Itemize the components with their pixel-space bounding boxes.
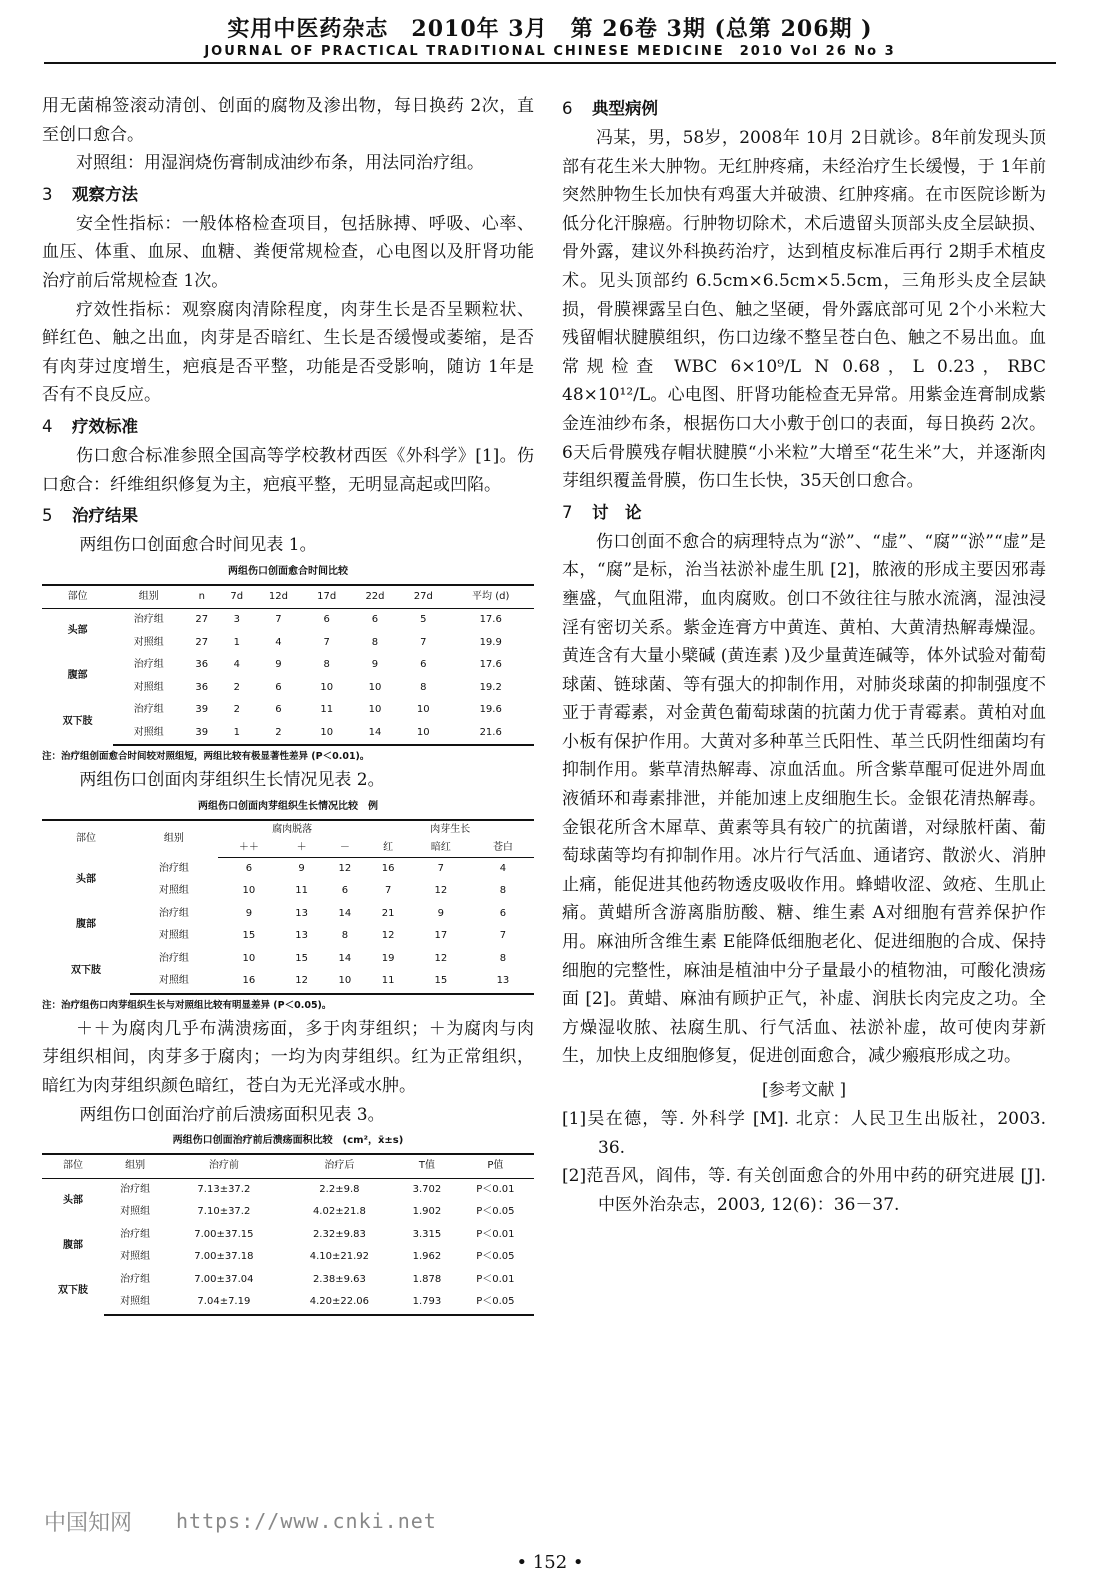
- table-cell: 7: [323, 636, 330, 648]
- table-cell: 17: [434, 930, 448, 942]
- references-title: [参考文献 ]: [761, 1080, 847, 1099]
- table-cell: 16: [218, 970, 280, 994]
- table-row: [42, 677, 534, 700]
- table-cell: 9: [275, 659, 282, 671]
- paragraph: 伤口创面不愈合的病理特点为“淤”、“虚”、“腐”“淤”“虚”是本，“腐”是标，治当祛淤补虚生肌 [2]，脓液的形成主要因邪毒壅盛，气血阻滞，血肉腐败。创口不敛往往与脓水流漓，湿浊浸淫有密切关系。紫金连膏方中黄连、黄柏、大黄清热解毒燥湿。黄连含有大量小檗碱 (黄连素 )及少量黄连碱等，体外试验对葡萄球菌、链球菌、等有强大的抑制作用，对肺炎球菌的抑制强度不亚于青霉素，对金黄色葡萄球菌的抗菌力优于青霉素。黄柏对血小板有保护作用。大黄对多种革兰氏阳性、革兰氏阴性细菌均有抑制作用。紫草清热解毒、凉血活血。所含紫草醌可促进外周血液循环和毒素排泄，并能加速上皮细胞生长。金银花清热解毒。金银花所含木犀草、黄素等具有较广的抗菌谱，对绿脓杆菌、葡萄球菌等均有抑制作用。冰片行气活血、通诸窍、散淤火、消肿止痛，能促进其他药物透皮吸收作用。蜂蜡收涩、敛疮、生肌止痛。黄蜡所含游离脂肪酸、糖、维生素 A对细胞有营养保护作用。麻油所含维生素 E能降低细胞老化、促进细胞的合成、保持细胞的完整性，麻油是植油中分子量最小的植物油，可酸化溃疡面 [2]。黄蜡、麻油有顾护正气，补虚、润肤长肉完皮之功。全方燥湿收脓、祛腐生肌、行气活血、祛淤补虚，故可使肉芽新生，加快上皮细胞修复，促进创面愈合，减少瘢痕形成之功。: [562, 531, 1046, 1067]
- table-row: [42, 857, 534, 880]
- table-row: [42, 1224, 534, 1247]
- table-cell: 9: [437, 907, 445, 919]
- table-cell: 4.10±21.92: [309, 1251, 370, 1263]
- table-header-cell: 组别: [113, 585, 184, 609]
- table-cell: 17.6: [479, 614, 502, 626]
- table-cell: 6: [420, 659, 427, 671]
- table-cell: 12: [280, 970, 323, 994]
- table-cell: 14: [338, 907, 352, 919]
- table-cell: 2.2±9.8: [319, 1183, 360, 1195]
- table-header-cell: 苍白: [472, 839, 534, 858]
- table-cell: 36: [195, 659, 209, 671]
- cnki-watermark-url: https://www.cnki.net: [176, 1509, 437, 1533]
- table-cell: 治疗组: [120, 1183, 151, 1195]
- table-cell: 4: [275, 636, 282, 648]
- table-cell: 15: [295, 952, 308, 964]
- table-cell: 10: [320, 681, 334, 693]
- table-cell: 7.00±37.18: [194, 1251, 254, 1263]
- section-heading-5: [42, 501, 534, 531]
- table-cell: 10: [368, 681, 382, 693]
- table-cell: 治疗组: [133, 614, 164, 626]
- table-cell: 3.702: [412, 1183, 442, 1195]
- section-title: 治疗结果: [72, 506, 138, 526]
- table-cell: 3: [233, 614, 240, 626]
- table-lead-2: 两组伤口创面肉芽组织生长情况见表 2。: [79, 770, 385, 791]
- section-number: 4: [42, 416, 53, 436]
- journal-header: [44, 14, 1056, 64]
- table-cell: 11: [367, 970, 410, 994]
- paragraph: 对照组：用湿润烧伤膏制成油纱布条，用法同治疗组。: [76, 153, 484, 174]
- table-cell: 39: [184, 722, 219, 746]
- table-cell: 4: [499, 862, 507, 874]
- table-cell: 1.793: [397, 1291, 457, 1315]
- table-cell: 对照组: [120, 1206, 151, 1218]
- cnki-watermark-brand: 中国知网: [44, 1511, 133, 1536]
- section-title: 疗效标准: [72, 416, 138, 436]
- table-cell: 7.00±37.15: [194, 1228, 254, 1240]
- table-cell: 治疗组: [158, 952, 189, 964]
- table-header-cell: 7d: [219, 585, 254, 609]
- section-number: 6: [562, 99, 573, 118]
- table-row: [42, 1269, 534, 1292]
- table-cell: 21: [381, 907, 395, 919]
- table-header-row: [42, 1154, 534, 1178]
- table-row: [42, 1178, 534, 1201]
- table-cell: 7: [384, 885, 392, 897]
- section-number: 5: [42, 506, 53, 526]
- table-header-cell: T值: [397, 1154, 457, 1178]
- table-cell: 12: [434, 952, 448, 964]
- table-cell: 腹部: [67, 670, 88, 682]
- table-row: [42, 699, 534, 722]
- table-cell: 6: [275, 681, 282, 693]
- table-row: [42, 1291, 534, 1315]
- table-cell: 7.13±37.2: [197, 1183, 251, 1195]
- table-cell: 8: [499, 885, 507, 897]
- table-row: [42, 722, 534, 746]
- table-cell: 3.315: [412, 1228, 442, 1240]
- table-cell: 治疗组: [133, 704, 164, 716]
- table-header-cell: 12d: [254, 585, 302, 609]
- table-cell: 腹部: [63, 1239, 84, 1251]
- table-cell: 8: [341, 930, 349, 942]
- paragraph: 用无菌棉签滚动清创、创面的腐物及渗出物，每日换药 2次，直至创口愈合。: [42, 96, 534, 145]
- table-header-cell: ＋＋: [218, 839, 280, 858]
- section-heading-4: [42, 412, 534, 442]
- table-cell: 10: [399, 722, 447, 746]
- table-cell: 9: [245, 907, 253, 919]
- table-cell: 12: [381, 930, 395, 942]
- table-cell: 19.2: [479, 681, 502, 693]
- table1-title: 两组伤口创面愈合时间比较: [228, 565, 348, 577]
- table-cell: P＜0.05: [476, 1206, 515, 1218]
- table-cell: 腹部: [75, 919, 96, 931]
- table3: [42, 1153, 534, 1316]
- table-cell: 双下肢: [70, 964, 101, 976]
- table-row: [42, 654, 534, 677]
- table-cell: 7.00±37.04: [194, 1273, 254, 1285]
- table2-note: 注：治疗组伤口肉芽组织生长与对照组比较有明显差异 (P＜0.05)。: [42, 999, 332, 1011]
- table-cell: 39: [195, 704, 209, 716]
- table-header-cell: 平均 (d): [447, 585, 534, 609]
- table-cell: 1.878: [412, 1273, 442, 1285]
- table-cell: 对照组: [113, 722, 184, 746]
- table-cell: 7: [275, 614, 282, 626]
- table-cell: 10: [242, 952, 256, 964]
- table-header-cell: 17d: [303, 585, 351, 609]
- table-cell: 13: [295, 930, 308, 942]
- table-cell: 14: [351, 722, 399, 746]
- table-cell: 头部: [63, 1194, 84, 1206]
- table-cell: 治疗组: [133, 659, 164, 671]
- paragraph: 冯某，男，58岁，2008年 10月 2日就诊。8年前发现头顶部有花生米大肿物。无红肿疼痛，未经治疗生长缓慢，于 1年前突然肿物生长加快有鸡蛋大并破溃、红肿疼痛。在市医院诊断为低分化汗腺癌。行肿物切除术，术后遗留头顶部头皮全层缺损、骨外露，建议外科换药治疗，达到植皮标准后再行 2期手术植皮术。见头顶部约 6.5cm×6.5cm×5.5cm，三角形头皮全层缺损，骨膜裸露呈白色、触之坚硬，骨外露底部可见 2个小米粒大残留帽状腱膜组织，伤口边缘不整呈苍白色、触之不易出血。血常规检查 WBC 6×10⁹/L N 0.68，L 0.23，RBC 48×10¹²/L。心电图、肝肾功能检查无异常。用紫金连膏制成紫金连油纱布条，根据伤口大小敷于创口的表面，每日换药 2次。6天后骨膜残存帽状腱膜“小米粒”大增至“花生米”大，并逐渐肉芽组织覆盖骨膜，伤口生长快，35天创口愈合。: [562, 128, 1046, 492]
- table-cell: 4: [233, 659, 240, 671]
- table-cell: 2: [254, 722, 302, 746]
- table-row: [42, 1201, 534, 1224]
- table-cell: 17.6: [479, 659, 502, 671]
- table-cell: 9: [298, 862, 305, 874]
- section-heading-3: [42, 180, 534, 210]
- table-lead-3: 两组伤口创面治疗前后溃疡面积见表 3。: [79, 1104, 385, 1125]
- table-cell: 10: [416, 704, 430, 716]
- table-cell: 14: [338, 952, 352, 964]
- table-cell: 10: [323, 970, 366, 994]
- header-rule: [44, 62, 1056, 64]
- table-cell: 10: [242, 885, 256, 897]
- table-header-cell: 27d: [399, 585, 447, 609]
- section-number: 3: [42, 184, 53, 204]
- table-cell: 头部: [75, 873, 96, 885]
- section-number: 7: [562, 502, 573, 522]
- table-header-cell: 部位: [42, 820, 130, 858]
- right-column: [562, 92, 1046, 1219]
- table-cell: 27: [195, 636, 209, 648]
- table-header-cell: －: [323, 839, 366, 858]
- table1-note: 注：治疗组创面愈合时间较对照组短，两组比较有极显著性差异 (P＜0.01)。: [42, 751, 370, 763]
- table-cell: 16: [381, 862, 395, 874]
- table-header-cell: 部位: [42, 585, 113, 609]
- section-heading-7: [562, 498, 1046, 528]
- table-header-cell: 肉芽生长: [367, 820, 534, 839]
- table-cell: 7.04±7.19: [166, 1291, 282, 1315]
- table-cell: 6: [275, 704, 282, 716]
- paragraph: 安全性指标：一般体格检查项目，包括脉搏、呼吸、心率、血压、体重、血尿、血糖、粪便常规检查，心电图以及肝肾功能治疗前后常规检查 1次。: [42, 213, 534, 291]
- table-row: [42, 609, 534, 632]
- table-header-cell: 组别: [130, 820, 218, 858]
- table-cell: 6: [341, 885, 349, 897]
- table-cell: P＜0.05: [476, 1251, 515, 1263]
- table-cell: 8: [420, 681, 427, 693]
- table-header-cell: P值: [457, 1154, 534, 1178]
- table-cell: 19.9: [479, 636, 502, 648]
- table-cell: 头部: [67, 625, 88, 637]
- table-cell: 12: [434, 885, 448, 897]
- table-cell: 7.10±37.2: [197, 1206, 251, 1218]
- table-cell: 治疗组: [120, 1273, 151, 1285]
- table-cell: 8: [371, 636, 379, 648]
- table-cell: 10: [303, 722, 351, 746]
- table-cell: 对照组: [158, 885, 189, 897]
- table-cell: 1: [219, 722, 254, 746]
- table-header-cell: n: [184, 585, 219, 609]
- table-header-cell: 部位: [42, 1154, 104, 1178]
- table-cell: 2: [233, 704, 240, 716]
- page-number: • 152 •: [516, 1552, 584, 1573]
- section-heading-6: [562, 94, 1046, 124]
- left-column: [42, 92, 534, 1316]
- section-title: 典型病例: [592, 99, 658, 118]
- table-cell: 19.6: [479, 704, 502, 716]
- table-cell: 13: [295, 907, 308, 919]
- table-cell: 6: [323, 614, 330, 626]
- table-cell: 4.20±22.06: [282, 1291, 398, 1315]
- reference-item: [2]范吾风，阎伟，等. 有关创面愈合的外用中药的研究进展 [J]. 中医外治杂志，2003, 12(6)：36－37.: [562, 1166, 1046, 1215]
- table-cell: 2: [233, 681, 240, 693]
- table-cell: 19: [381, 952, 395, 964]
- table-header-cell: 腐肉脱落: [218, 820, 367, 839]
- table2-title: 两组伤口创面肉芽组织生长情况比较 例: [198, 800, 378, 812]
- table-header-cell: 治疗前: [166, 1154, 282, 1178]
- table-cell: 对照组: [130, 970, 218, 994]
- table-cell: P＜0.01: [476, 1183, 515, 1195]
- table-cell: 10: [368, 704, 382, 716]
- table-header-cell: 暗红: [410, 839, 472, 858]
- table-cell: 对照组: [158, 930, 189, 942]
- table-cell: 对照组: [104, 1291, 166, 1315]
- table-cell: 21.6: [447, 722, 534, 746]
- table-cell: 1.962: [412, 1251, 442, 1263]
- table-cell: 1: [233, 636, 240, 648]
- table-cell: P＜0.01: [476, 1273, 515, 1285]
- table-header-cell: 红: [367, 839, 410, 858]
- table-cell: 12: [338, 862, 352, 874]
- table-cell: 36: [195, 681, 209, 693]
- table-cell: 2.38±9.63: [312, 1273, 366, 1285]
- journal-title-en: JOURNAL OF PRACTICAL TRADITIONAL CHINESE MEDICINE 2010 Vol 26 No 3: [204, 44, 896, 59]
- table-cell: 2.32±9.83: [312, 1228, 366, 1240]
- reference-item: [1]吴在德，等. 外科学 [M]. 北京：人民卫生出版社，2003. 36.: [562, 1109, 1046, 1158]
- table2: [42, 819, 534, 995]
- table-cell: 7: [499, 930, 507, 942]
- table-cell: 对照组: [133, 681, 164, 693]
- table-header-cell: ＋: [280, 839, 323, 858]
- table-cell: 4.02±21.8: [312, 1206, 366, 1218]
- table-cell: 6: [499, 907, 507, 919]
- section-title: 观察方法: [72, 184, 138, 204]
- table-cell: 6: [371, 614, 379, 626]
- table-cell: 8: [499, 952, 507, 964]
- table-cell: 双下肢: [58, 1285, 89, 1297]
- table-cell: 治疗组: [120, 1228, 151, 1240]
- table-cell: 治疗组: [158, 907, 189, 919]
- table-cell: 6: [245, 862, 253, 874]
- table1: [42, 584, 534, 747]
- table-row: [42, 948, 534, 971]
- table-header-cell: 组别: [104, 1154, 166, 1178]
- table-cell: 9: [371, 659, 379, 671]
- table3-title: 两组伤口创面治疗前后溃疡面积比较 (cm²，x̄±s): [172, 1135, 404, 1147]
- table-cell: 13: [472, 970, 534, 994]
- table-cell: 7: [437, 862, 445, 874]
- table-row: [42, 1246, 534, 1269]
- table-cell: 治疗组: [158, 862, 189, 874]
- table-cell: 15: [410, 970, 472, 994]
- table-row: [42, 903, 534, 926]
- table-cell: 对照组: [120, 1251, 151, 1263]
- table-cell: 27: [195, 614, 209, 626]
- paragraph: ＋＋为腐肉几乎布满溃疡面，多于肉芽组织；＋为腐肉与肉芽组织相间，肉芽多于腐肉；一均为肉芽组织。红为正常组织，暗红为肉芽组织颜色暗红，苍白为无光泽或水肿。: [42, 1018, 534, 1096]
- table-cell: 5: [420, 614, 427, 626]
- paragraph: 伤口愈合标准参照全国高等学校教材西医《外科学》[1]。伤口愈合：纤维组织修复为主，疤痕平整，无明显高起或凹陷。: [42, 445, 534, 495]
- table-cell: 8: [323, 659, 330, 671]
- table-cell: P＜0.01: [476, 1228, 515, 1240]
- table-cell: P＜0.05: [457, 1291, 534, 1315]
- table-cell: 11: [320, 704, 334, 716]
- table-cell: 1.902: [412, 1206, 442, 1218]
- table-header-cell: 22d: [351, 585, 399, 609]
- table-cell: 11: [295, 885, 308, 897]
- table-cell: 15: [242, 930, 256, 942]
- table-header-row: [42, 585, 534, 609]
- table-cell: 7: [420, 636, 427, 648]
- journal-title-cn: 实用中医药杂志 2010年 3月 第 26卷 3期 (总第 206期 ): [227, 16, 873, 42]
- section-title: 讨 论: [592, 502, 642, 522]
- table-cell: 双下肢: [62, 715, 93, 727]
- table-lead-1: 两组伤口创面愈合时间见表 1。: [79, 535, 317, 556]
- table-header-cell: 治疗后: [282, 1154, 398, 1178]
- table-row: [42, 632, 534, 655]
- table-cell: 对照组: [133, 636, 164, 648]
- paragraph: 疗效性指标：观察腐肉清除程度，肉芽生长是否呈颗粒状、鲜红色、触之出血，肉芽是否暗红、生长是否缓慢或萎缩，是否有肉芽过度增生，疤痕是否平整，功能是否受影响，随访 1年是否有不良反应。: [42, 299, 534, 406]
- table-header-row: [42, 820, 534, 839]
